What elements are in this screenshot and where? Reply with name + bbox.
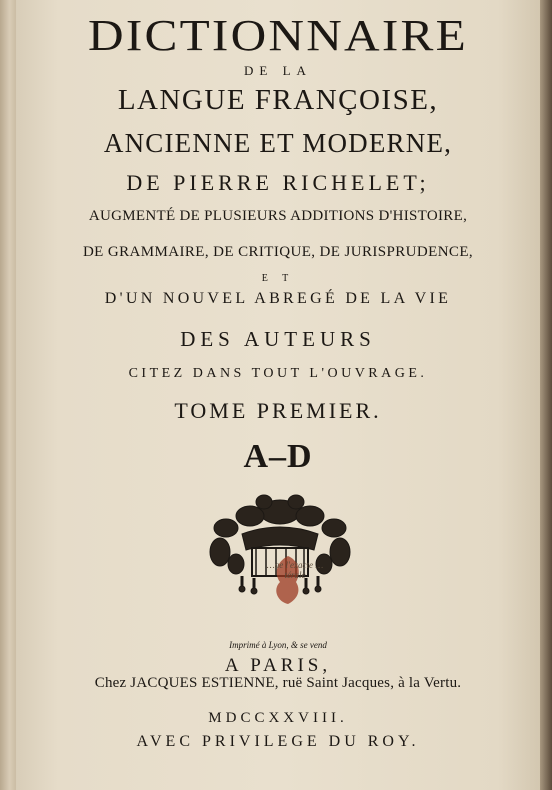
year-line: MDCCXXVIII. <box>208 710 348 726</box>
subtitle-grammaire: DE GRAMMAIRE, DE CRITIQUE, DE JURISPRUDENCE, <box>82 244 474 260</box>
volume-label: TOME PREMIER. <box>174 398 382 423</box>
privilege-line: AVEC PRIVILEGE DU ROY. <box>136 733 420 750</box>
subtitle-et: E T <box>261 273 295 284</box>
publisher-line: Chez JACQUES ESTIENNE, ruë Saint Jacques, à la Vertu. <box>94 675 462 691</box>
page-edge <box>540 0 552 790</box>
imprint-line: Imprimé à Lyon, & se vend <box>229 640 327 650</box>
title-connector: DE LA <box>244 63 312 78</box>
subtitle-auteurs: DES AUTEURS <box>180 327 376 351</box>
title-line-langue: LANGUE FRANÇOISE, <box>117 84 439 116</box>
author-line: DE PIERRE RICHELET; <box>126 170 430 195</box>
book-spine <box>0 0 16 790</box>
volume-range: A–D <box>243 438 313 475</box>
title-page <box>16 0 540 790</box>
library-stamp: …ae l'exacte …térale <box>266 560 324 580</box>
subtitle-augmente: AUGMENTÉ DE PLUSIEURS ADDITIONS D'HISTOIRE, <box>88 208 468 224</box>
subtitle-abrege: D'UN NOUVEL ABREGÉ DE LA VIE <box>104 290 452 307</box>
city-line: A PARIS, <box>224 655 332 676</box>
subtitle-citez: CITEZ DANS TOUT L'OUVRAGE. <box>128 366 428 381</box>
book-title: DICTIONNAIRE <box>87 11 468 60</box>
title-line-ancienne: ANCIENNE ET MODERNE, <box>103 128 453 158</box>
